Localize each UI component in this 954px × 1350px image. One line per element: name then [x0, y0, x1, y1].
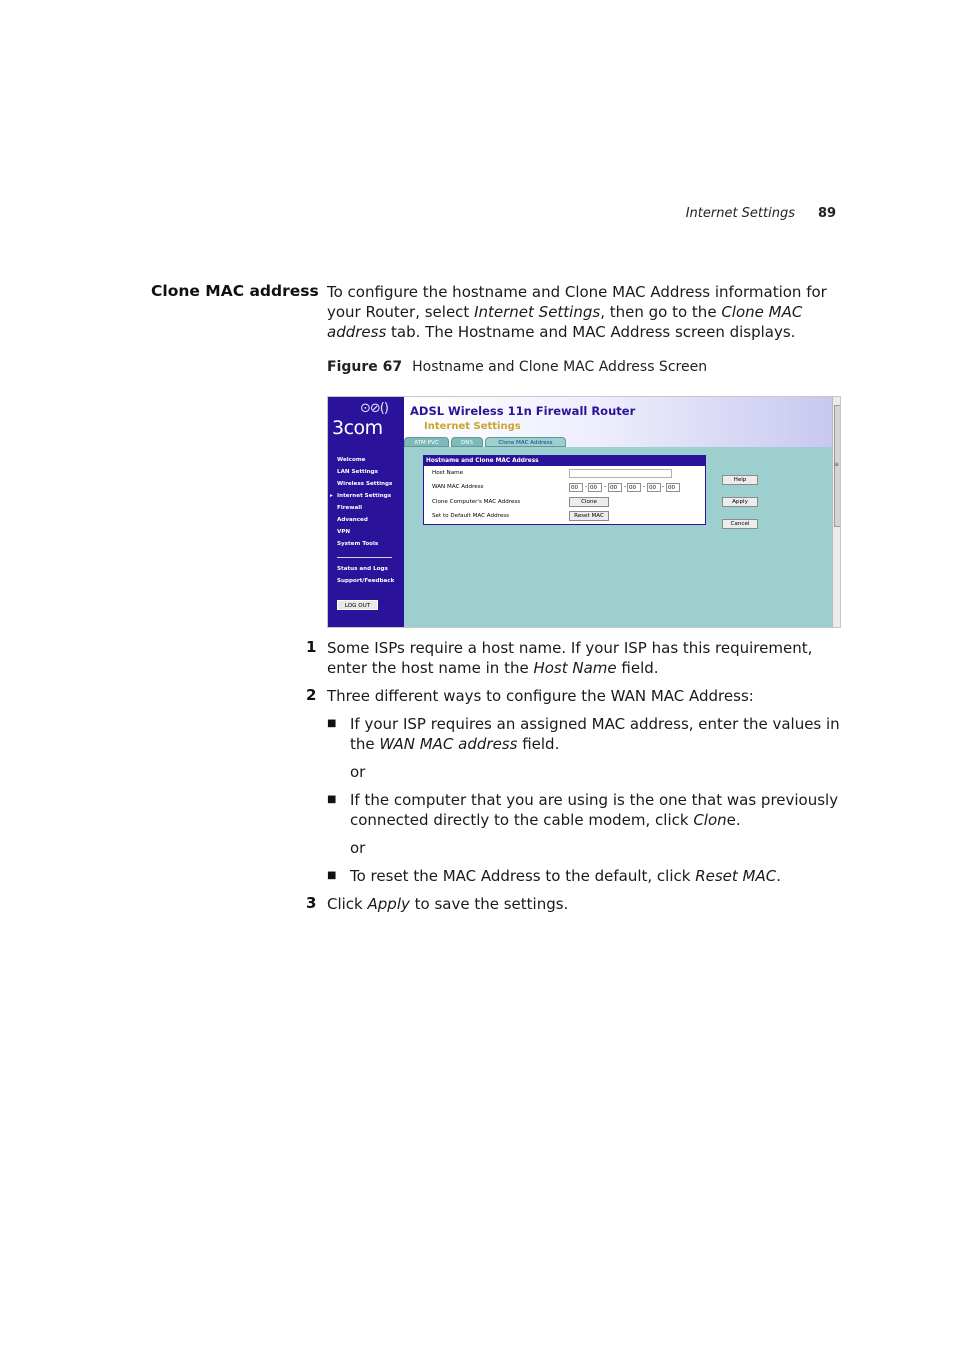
mac-separator: - — [643, 483, 646, 490]
nav-internet-settings[interactable]: Internet Settings — [337, 493, 392, 499]
nav-welcome[interactable]: Welcome — [337, 457, 366, 463]
router-banner — [404, 397, 832, 447]
banner-subtitle: Internet Settings — [424, 421, 521, 432]
nav-status-and-logs[interactable]: Status and Logs — [337, 566, 388, 572]
host-name-input[interactable] — [569, 469, 672, 478]
banner-title: ADSL Wireless 11n Firewall Router — [410, 404, 636, 418]
page-number: 89 — [818, 206, 837, 221]
3com-logo-icon: ⊙⊘() — [360, 401, 388, 416]
step-number-3: 3 — [306, 894, 317, 912]
bullet-2-text: If the computer that you are using is the one that was previously connected directly to the cable modem, click Clone. — [350, 791, 839, 829]
mac-octet-3[interactable]: 00 — [608, 483, 622, 492]
mac-octet-4[interactable]: 00 — [627, 483, 641, 492]
default-mac-label: Set to Default MAC Address — [432, 513, 510, 519]
tab-dns[interactable]: DNS — [451, 437, 483, 447]
router-screenshot — [327, 396, 841, 628]
nav-lan-settings[interactable]: LAN Settings — [337, 469, 378, 475]
running-header-title: Internet Settings — [685, 206, 795, 221]
figure-caption-text: Hostname and Clone MAC Address Screen — [412, 359, 708, 375]
step-3-text: Click Apply to save the settings. — [327, 895, 569, 913]
nav-vpn[interactable]: VPN — [337, 529, 351, 535]
figure-caption — [327, 359, 707, 375]
tab-clone-mac-address[interactable]: Clone MAC Address — [485, 437, 566, 447]
step-number-1: 1 — [306, 638, 317, 656]
reset-mac-button[interactable]: Reset MAC — [569, 511, 609, 521]
mac-separator: - — [585, 483, 588, 490]
figure-label: Figure 67 — [327, 359, 403, 375]
mac-separator: - — [604, 483, 607, 490]
nav-current-arrow-icon: ▸ — [330, 493, 333, 499]
or-text: or — [350, 763, 366, 781]
mac-separator: - — [662, 483, 665, 490]
nav-divider — [337, 557, 392, 558]
panel-title: Hostname and Clone MAC Address — [424, 456, 705, 466]
cancel-button[interactable]: Cancel — [722, 519, 758, 529]
router-sidebar — [328, 397, 404, 628]
wan-mac-label: WAN MAC Address — [432, 484, 484, 490]
tab-atm-pvc[interactable]: ATM PVC — [404, 437, 449, 447]
apply-button[interactable]: Apply — [722, 497, 758, 507]
mac-octet-2[interactable]: 00 — [588, 483, 602, 492]
step-2-text: Three different ways to configure the WAN MAC Address: — [327, 687, 754, 705]
bullet-3-text: To reset the MAC Address to the default, click Reset MAC. — [350, 867, 782, 885]
mac-octet-1[interactable]: 00 — [569, 483, 583, 492]
help-button[interactable]: Help — [722, 475, 758, 485]
clone-mac-label: Clone Computer's MAC Address — [432, 499, 521, 505]
bullet-1-text: If your ISP requires an assigned MAC address, enter the values in the WAN MAC address field. — [350, 715, 840, 753]
intro-paragraph: To configure the hostname and Clone MAC Address information for your Router, select Internet Settings, then go to the Clone MAC address tab. The Hostname and MAC Address screen displays. — [327, 283, 827, 341]
scrollbar-grip-icon: ≡ — [834, 461, 840, 468]
logout-button[interactable]: LOG OUT — [337, 600, 378, 610]
hostname-clone-panel — [423, 455, 706, 525]
nav-firewall[interactable]: Firewall — [337, 505, 363, 511]
nav-system-tools[interactable]: System Tools — [337, 541, 379, 547]
mac-octet-6[interactable]: 00 — [666, 483, 680, 492]
nav-wireless-settings[interactable]: Wireless Settings — [337, 481, 393, 487]
nav-support-feedback[interactable]: Support/Feedback — [337, 578, 395, 584]
bullet-icon: ■ — [327, 718, 337, 729]
or-text: or — [350, 839, 366, 857]
host-name-label: Host Name — [432, 470, 464, 476]
bullet-icon: ■ — [327, 794, 337, 805]
step-number-2: 2 — [306, 686, 317, 704]
nav-advanced[interactable]: Advanced — [337, 517, 368, 523]
section-heading: Clone MAC address — [151, 282, 319, 300]
bullet-icon: ■ — [327, 870, 337, 881]
3com-logo-text: 3com — [332, 417, 383, 439]
mac-separator: - — [624, 483, 627, 490]
step-1-text: Some ISPs require a host name. If your ISP has this requirement, enter the host name in the Host Name field. — [327, 639, 813, 677]
mac-octet-5[interactable]: 00 — [647, 483, 661, 492]
router-scrollbar[interactable] — [832, 397, 841, 628]
clone-button[interactable]: Clone — [569, 497, 609, 507]
